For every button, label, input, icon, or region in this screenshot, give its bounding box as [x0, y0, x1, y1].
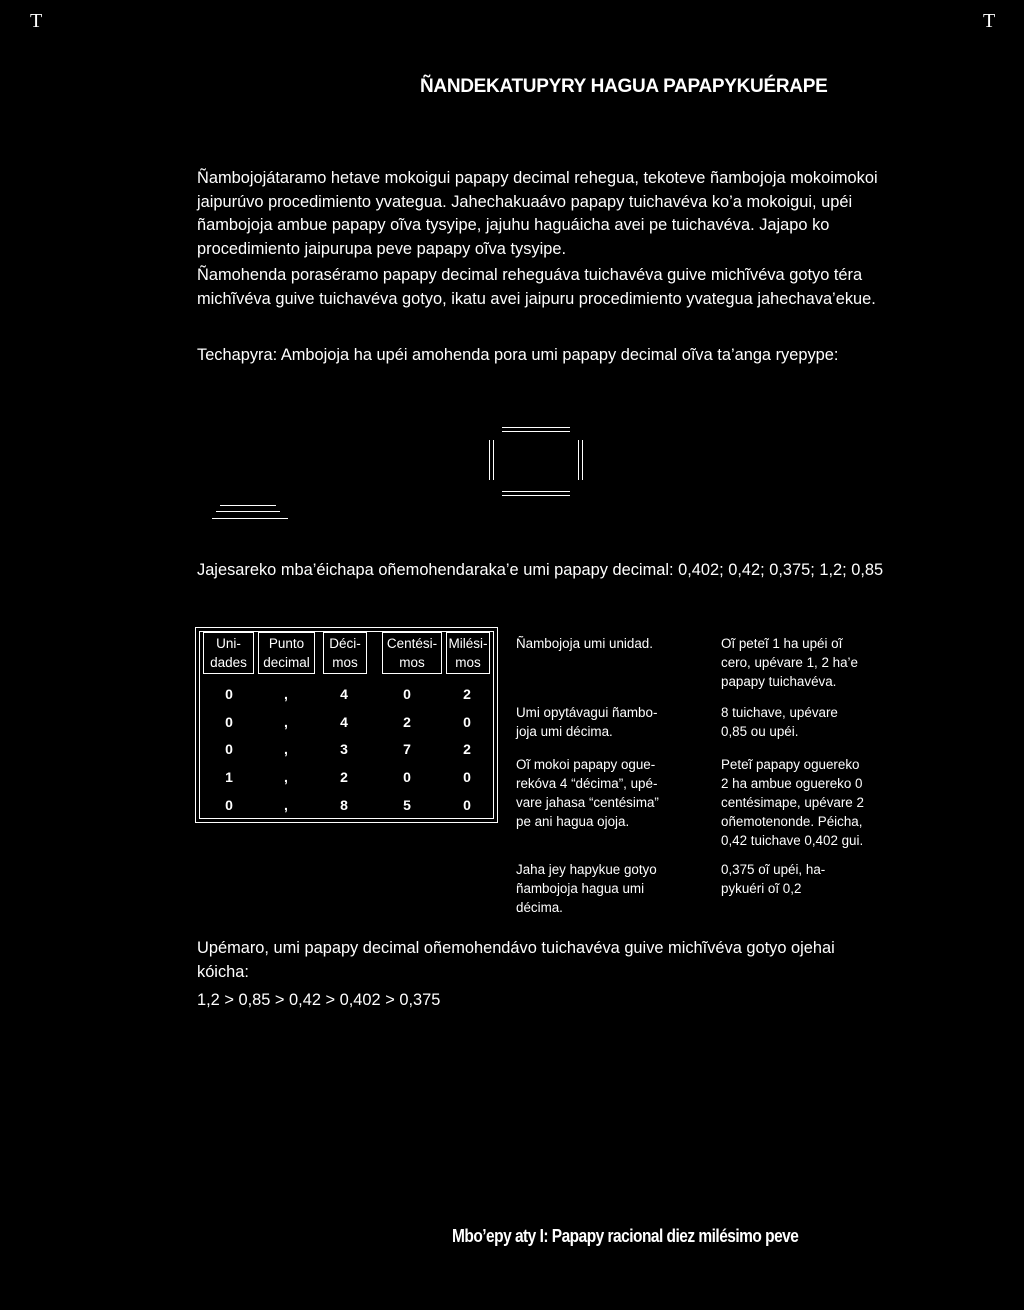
- header-punto-decimal: Punto decimal: [258, 632, 315, 674]
- paragraph-observe: Jajesareko mba’éichapa oñemohendaraka’e umi papapy decimal: 0,402; 0,42; 0,375; 1,2; 0,85: [197, 561, 884, 579]
- table-cell: 7: [403, 741, 411, 757]
- table-cell: 0: [403, 769, 411, 785]
- table-cell: ,: [284, 686, 288, 702]
- table-cell: ,: [284, 769, 288, 785]
- table-cell: 2: [463, 741, 471, 757]
- section-heading: ÑANDEKATUPYRY HAGUA PAPAPYKUÉRAPE: [420, 76, 828, 97]
- ordered-result: 1,2 > 0,85 > 0,42 > 0,402 > 0,375: [197, 991, 441, 1009]
- table-cell: 0: [403, 686, 411, 702]
- table-cell: 2: [463, 686, 471, 702]
- corner-mark-left: T: [30, 10, 43, 32]
- table-cell: 2: [403, 714, 411, 730]
- header-milesimos: Milési- mos: [446, 632, 490, 674]
- table-cell: 5: [403, 797, 411, 813]
- table-cell: ,: [284, 797, 288, 813]
- place-value-table: [195, 627, 498, 823]
- table-cell: 4: [340, 714, 348, 730]
- footer-title: Mbo’epy aty I: Papapy racional diez milésimo peve: [452, 1226, 799, 1246]
- paragraph-ordering: Ñamohenda poraséramo papapy decimal reheguáva tuichavéva guive michĩvéva gotyo téra michĩvéva guive tuichavéva gotyo, ikatu avei jaipuru procedimiento yvategua jahechava’ekue.: [197, 266, 876, 308]
- note-second: 8 tuichave, upévare 0,85 ou upéi.: [721, 705, 838, 739]
- table-cell: 0: [225, 741, 233, 757]
- note-largest: Oĩ peteĩ 1 ha upéi oĩ cero, upévare 1, 2 ha’e papapy tuichavéva.: [721, 636, 858, 689]
- paragraph-example: Techapyra: Ambojoja ha upéi amohenda pora umi papapy decimal oĩva ta’anga ryepype:: [197, 346, 839, 364]
- table-cell: 0: [225, 686, 233, 702]
- paragraph-conclusion: Upémaro, umi papapy decimal oñemohendávo tuichavéva guive michĩvéva gotyo ojehai kóicha:: [197, 939, 835, 981]
- table-cell: 0: [225, 797, 233, 813]
- note-back: Jaha jey hapykue gotyo ñambojoja hagua umi décima.: [516, 862, 657, 915]
- table-cell: 8: [340, 797, 348, 813]
- table-cell: ,: [284, 741, 288, 757]
- note-units: Ñambojoja umi unidad.: [516, 636, 653, 651]
- table-cell: 0: [463, 714, 471, 730]
- paragraph-intro: Ñambojojátaramo hetave mokoigui papapy decimal rehegua, tekoteve ñambojoja mokoimokoi jaipurúvo procedimiento yvategua. Jahechakuaávo papapy tuichavéva ko’a mokoigui, upéi ñambojoja ambue papapy oĩva tysyipe, jajuhu haguáicha avei pe tuichavéva. Jajapo ko procedimiento jaipurupa peve papapy oĩva tysyipe.: [197, 169, 878, 258]
- table-cell: 1: [225, 769, 233, 785]
- table-cell: 0: [225, 714, 233, 730]
- blank-bracket-box: [488, 425, 584, 497]
- table-cell: 2: [340, 769, 348, 785]
- table-cell: 0: [463, 769, 471, 785]
- table-cell: 3: [340, 741, 348, 757]
- note-third: Peteĩ papapy oguereko 2 ha ambue oguereko 0 centésimape, upévare 2 oñemotenonde. Péicha, 0,42 tuichave 0,402 gui.: [721, 757, 864, 848]
- corner-mark-right: T: [983, 10, 996, 32]
- header-unidades: Uni- dades: [203, 632, 254, 674]
- table-cell: 0: [463, 797, 471, 813]
- header-centesimos: Centési- mos: [382, 632, 442, 674]
- table-cell: ,: [284, 714, 288, 730]
- table-cell: 4: [340, 686, 348, 702]
- header-decimos: Déci- mos: [323, 632, 367, 674]
- note-last: 0,375 oĩ upéi, ha- pykuéri oĩ 0,2: [721, 862, 826, 896]
- note-tenths: Umi opytávagui ñambo- joja umi décima.: [516, 705, 658, 739]
- note-hundredths: Oĩ mokoi papapy ogue- rekóva 4 “décima”, upé- vare jahasa “centésima” pe ani hagua ojoja.: [516, 757, 659, 829]
